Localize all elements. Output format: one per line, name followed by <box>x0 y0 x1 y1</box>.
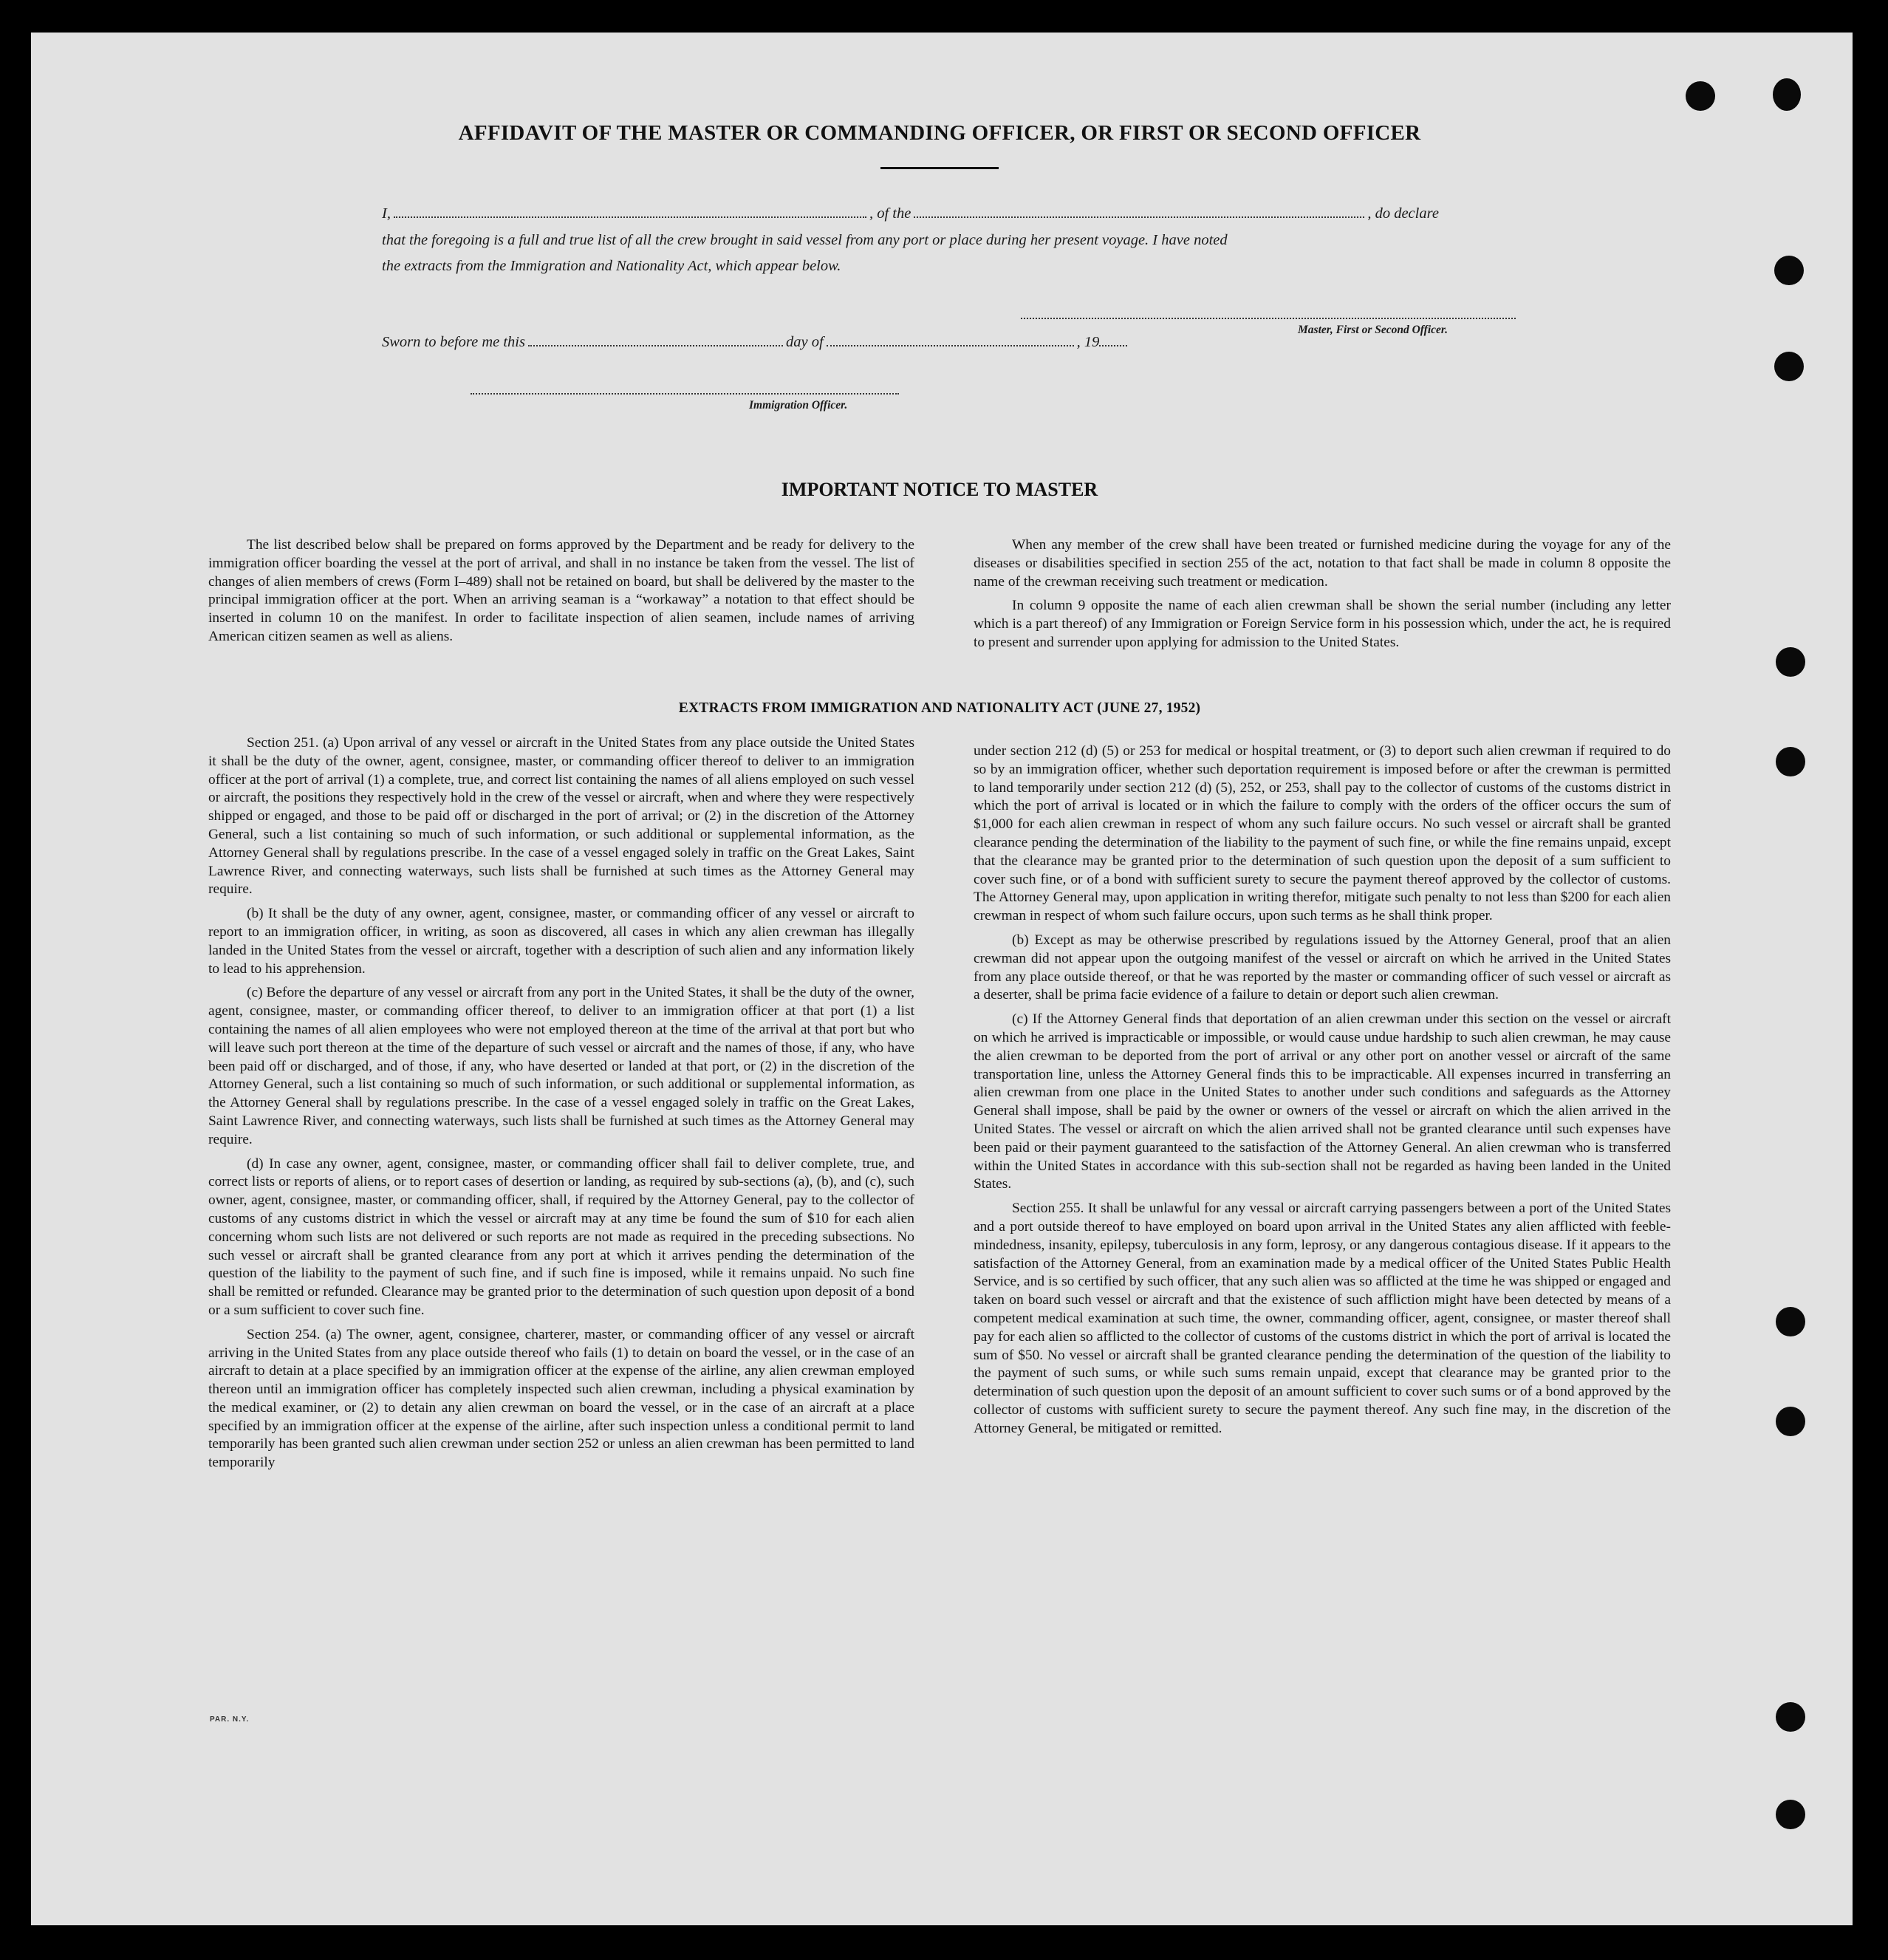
declaration-line-1 <box>382 201 1497 227</box>
notice-right-paragraph-1: When any member of the crew shall have been treated or furnished medicine during the voyage for any of the diseases or disabilities specified in section 255 of the act, notation to that fact shall be made in column 8 opposite the name of the crewman receiving such treatment or medication. <box>974 537 1671 590</box>
immigration-officer-signature-line <box>471 393 899 395</box>
printer-imprint: PAR. N.Y. <box>210 1715 250 1724</box>
immigration-officer-label: Immigration Officer. <box>749 399 848 412</box>
extracts-left-column <box>208 734 914 1475</box>
notice-right-paragraph-2: In column 9 opposite the name of each alien crewman shall be shown the serial number (including any letter which is a part thereof) of any Immigration or Foreign Service form in his possession which, under the act, he is required to present and surrender upon applying for admission to the United States. <box>974 598 1671 650</box>
declaration-line-2: that the foregoing is a full and true list of all the crew brought in said vessel from any port or place during her present voyage. I have noted <box>382 232 1228 248</box>
section-254-a: Section 254. (a) The owner, agent, consignee, charterer, master, or commanding officer of any vessel or aircraft arriving in the United States from any place outside thereof who fails (1) to detain on board the vessel, or in the case of an aircraft to detain at a place specified by an immigration officer at the expense of the airline, any alien crewman employed thereon until an immigration officer has completely inspected such alien crewman, including a physical examination by the medical examiner, or (2) to detain any alien crewman on board the vessel, or in the case of an aircraft at a place specified by an immigration officer at the expense of the airline, after such inspection unless a conditional permit to land temporarily has been granted such alien crewman under section 252 or unless an alien crewman has been permitted to land temporarily <box>208 1326 914 1471</box>
declaration-do-declare: , do declare <box>1367 205 1439 222</box>
declaration-of-the: , of the <box>869 205 911 222</box>
notice-heading: IMPORTANT NOTICE TO MASTER <box>781 479 1098 500</box>
sworn-year-blank <box>1099 336 1127 346</box>
sworn-day-blank <box>528 336 783 346</box>
punch-hole-icon <box>1776 647 1805 677</box>
name-blank <box>394 208 866 218</box>
notice-right-column <box>974 536 1671 655</box>
punch-hole-icon <box>1776 1702 1805 1732</box>
punch-hole-icon <box>1776 1800 1805 1829</box>
extracts-heading: EXTRACTS FROM IMMIGRATION AND NATIONALITY ACT (JUNE 27, 1952) <box>678 700 1201 716</box>
punch-hole-icon <box>1686 81 1715 111</box>
extracts-right-column <box>974 742 1671 1440</box>
punch-hole-icon <box>1773 78 1801 111</box>
section-255: Section 255. It shall be unlawful for any vessal or aircraft carrying passengers between a port of the United States and a port outside thereof to have employed on board upon arrival in the United States any alien afflicted with feeble-mindedness, insanity, epilepsy, tuberculosis in any form, leprosy, or any dangerous contagious disease. If it appears to the satisfaction of the Attorney General, from an examination made by a medical officer of the United States Public Health Service, and is so certified by such officer, that any such alien was so afflicted at the time he was shipped or engaged and taken on board such vessel or aircraft and that the existence of such affliction might have been detected by means of a competent medical examination at such time, the owner, commanding officer, agent, consignee, or master thereof shall pay for each alien so afflicted to the collector of customs of the customs district in which the port of arrival is located the sum of $50. No vessel or aircraft shall be granted clearance pending the determination of the question of the liability to the payment of such sums, or while such sums remain unpaid, except that clearance may be granted prior to the determination of such question upon the deposit of an amount sufficient to cover such sums or of a bond approved by the collector of customs with sufficient surety to secure the payment thereof. Any such fine may, in the discretion of the Attorney General, be mitigated or remitted. <box>974 1201 1671 1436</box>
section-254-a-continued: under section 212 (d) (5) or 253 for medical or hospital treatment, or (3) to deport such alien crewman if required to do so by an immigration officer, whether such deportation requirement is imposed before or after the crewman is permitted to land temporarily under section 212 (d) (5), 252, or 253, shall pay to the collector of customs of the customs district in which the port of arrival is located or in which the failure to comply with the orders of the officer occurs the sum of $1,000 for each alien crewman in respect of whom any such failure occurs. No such vessel or aircraft shall be granted clearance pending the determination of the liability to the payment of such fine, or while the fine remains unpaid, except that the clearance may be granted prior to the determination of such question upon the deposit of a sum sufficient to cover such fine, or of a bond with sufficient surety to secure the payment thereof approved by the collector of customs. The Attorney General may, upon application in writing therefor, mitigate such penalty to not less than $200 for each alien crewman in respect of whom such failure occurs, upon such terms as he shall think proper. <box>974 743 1671 924</box>
declaration-i: I, <box>382 205 391 222</box>
notice-left-paragraph: The list described below shall be prepared on forms approved by the Department and be ready for delivery to the immigration officer boarding the vessel at the port of arrival, and shall in no instance be taken from the vessel. The list of changes of alien members of crews (Form I–489) shall not be retained on board, but shall be delivered by the master to the principal immigration officer at the port. When an arriving seaman is a “workaway” a notation to that effect should be inserted in column 10 on the manifest. In order to facilitate inspection of alien seamen, include names of arriving American citizen seamen as well as aliens. <box>208 537 914 644</box>
document-page <box>31 33 1853 1925</box>
sworn-line <box>382 334 1130 351</box>
section-251-b: (b) It shall be the duty of any owner, agent, consignee, master, or commanding officer of any vessel or aircraft to report to an immigration officer, in writing, as soon as discovered, all cases in which any alien crewman has illegally landed in the United States from the vessel or aircraft, together with a description of such alien and any information likely to lead to his apprehension. <box>208 906 914 977</box>
section-254-c: (c) If the Attorney General finds that deportation of an alien crewman under this section on the vessel or aircraft on which he arrived is impracticable or impossible, or would cause undue hardship to such alien crewman, he may cause the alien crewman to be deported from the port of arrival or any other port on another vessel or aircraft of the same transportation line, unless the Attorney General finds this to be impracticable. All expenses incurred in transferring an alien crewman from one place in the United States to another under such conditions and safeguards as the Attorney General shall impose, shall be paid by the owner or owners of the vessel or aircraft on which the alien arrived in the United States. The vessel or aircraft on which the alien arrived shall not be granted clearance until such expenses have been paid or their payment guaranteed to the satisfaction of the Attorney General. An alien crewman who is transferred within the United States in accordance with this sub-section shall not be regarded as having been landed in the United States. <box>974 1011 1671 1192</box>
punch-hole-icon <box>1776 747 1805 776</box>
section-251-c: (c) Before the departure of any vessel or aircraft from any port in the United States, it shall be the duty of the owner, agent, consignee, master, or commanding officer thereof, to deliver to an immigration officer at that port (1) a list containing the names of all alien employees who were not employed thereon at the time of the arrival at that port but who will leave such port thereon at the time of the departure of such vessel or aircraft and the names of those, if any, who have been paid off or discharged, and of those, if any, who have deserted or landed at that port, or (2) in the discretion of the Attorney General, such a list containing so much of such information, or such additional or supplemental information, as the Attorney General shall by regulations prescribe. In the case of a vessel engaged solely in traffic on the Great Lakes, Saint Lawrence River, and connecting waterways, such lists shall be furnished at such times as the Attorney General may require. <box>208 985 914 1147</box>
section-251-a: Section 251. (a) Upon arrival of any vessel or aircraft in the United States from any place outside the United States it shall be the duty of the owner, agent, consignee, master, or commanding officer thereof to deliver to an immigration officer at the port of arrival (1) a complete, true, and correct list containing the names of all aliens employed on such vessel or aircraft, the positions they respectively hold in the crew of the vessel or aircraft, when and where they were respectively shipped or engaged, and those to be paid off or discharged in the port of arrival; or (2) in the discretion of the Attorney General, such a list containing so much of such information, or such additional or supplemental information, as the Attorney General shall by regulations prescribe. In the case of a vessel engaged solely in traffic on the Great Lakes, Saint Lawrence River, and connecting waterways, such lists shall be furnished at such times as the Attorney General may require. <box>208 735 914 898</box>
title-rule <box>880 167 999 169</box>
section-251-d: (d) In case any owner, agent, consignee, master, or commanding officer shall fail to deliver complete, true, and correct lists or reports of aliens, or to report cases of desertion or landing, as required by sub-sections (a), (b), and (c), such owner, agent, consignee, master, or commanding officer, shall, if required by the Attorney General, pay to the collector of customs of any customs district in which the vessel or aircraft may at any time be found the sum of $10 for each alien concerning whom such lists are not delivered or such reports are not made as required in the preceding subsections. No such vessel or aircraft shall be granted clearance from any port at which it arrives pending the determination of the question of the liability to the payment of such fine, and if such fine is imposed, while it remains unpaid. No such fine shall be remitted or refunded. Clearance may be granted prior to the determination of such question upon deposit of a bond or a sum sufficient to cover such fine. <box>208 1155 914 1318</box>
declaration-line-3: the extracts from the Immigration and Nationality Act, which appear below. <box>382 258 841 274</box>
sworn-year: , 19 <box>1076 334 1100 350</box>
notice-left-column <box>208 536 914 649</box>
master-signature-line <box>1021 318 1516 319</box>
punch-hole-icon <box>1776 1407 1805 1436</box>
sworn-prefix: Sworn to before me this <box>382 334 525 350</box>
punch-hole-icon <box>1774 256 1804 285</box>
affidavit-title: AFFIDAVIT OF THE MASTER OR COMMANDING OFFICER, OR FIRST OR SECOND OFFICER <box>458 121 1421 145</box>
sworn-day-of: day of <box>785 334 824 350</box>
vessel-blank <box>914 208 1364 218</box>
master-signature-label: Master, First or Second Officer. <box>1298 324 1448 336</box>
punch-hole-icon <box>1774 352 1804 381</box>
section-254-b: (b) Except as may be otherwise prescribed by regulations issued by the Attorney General, proof that an alien crewman did not appear upon the outgoing manifest of the vessel or aircraft on which he arrived in the United States from any place outside thereof, or that he was reported by the master or commanding officer of such vessel or aircraft as a deserter, shall be prima facie evidence of a failure to detain or deport such alien crewman. <box>974 932 1671 1003</box>
punch-hole-icon <box>1776 1307 1805 1336</box>
sworn-month-blank <box>827 336 1074 346</box>
